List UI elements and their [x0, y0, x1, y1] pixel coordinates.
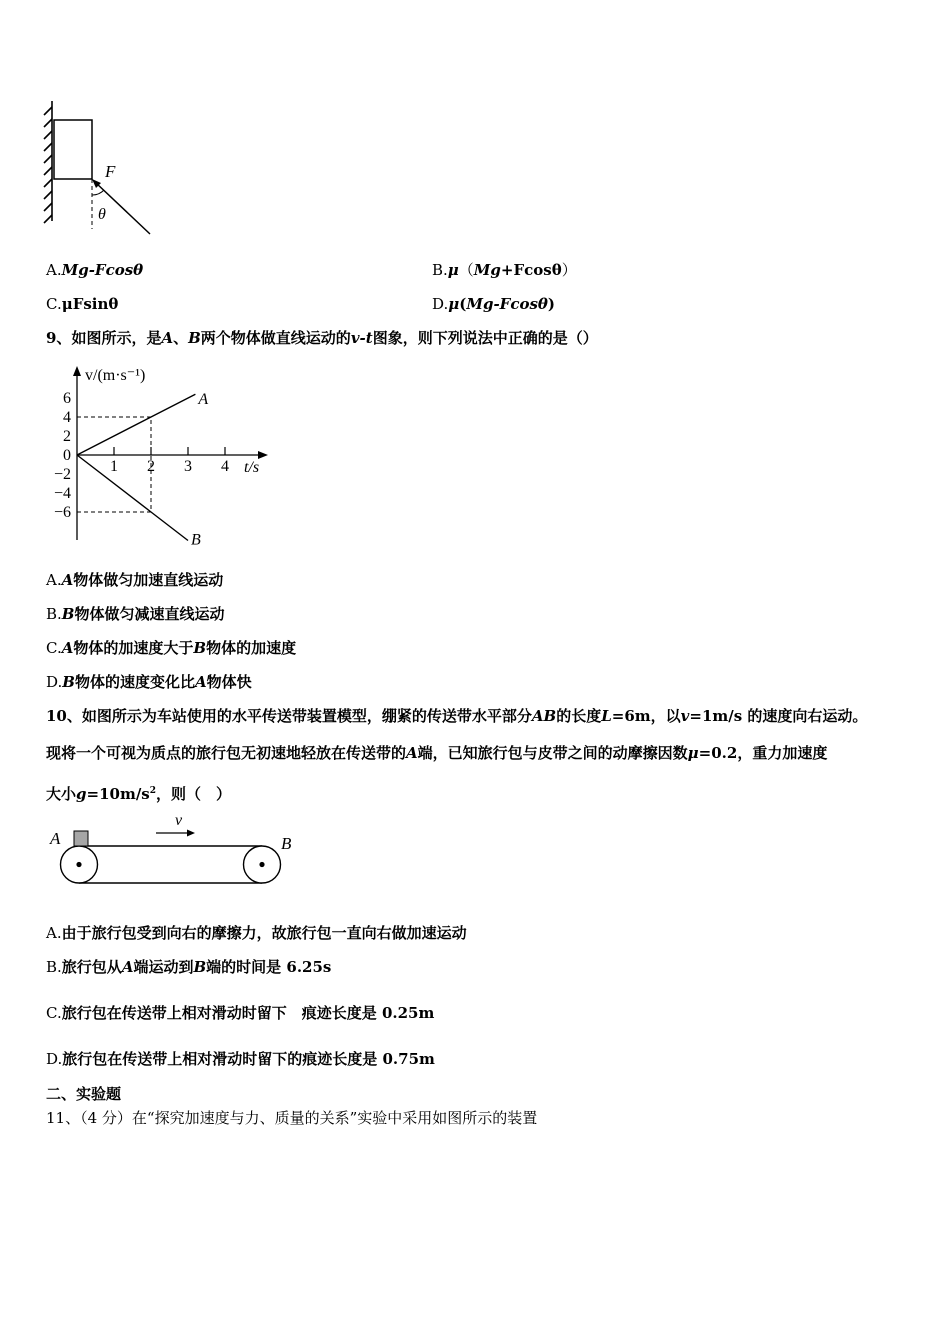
x-tick-label: 3: [184, 458, 192, 475]
angle-label: θ: [98, 206, 106, 223]
stem-text: =6m，以: [611, 707, 681, 725]
stem-text: 端，已知旅行包与皮带之间的动摩擦因数: [417, 744, 688, 762]
x-tick-label: 1: [110, 458, 118, 475]
question-number: 11、: [46, 1109, 81, 1127]
stem-sep: 、: [173, 329, 189, 347]
stem-text: 两个物体做直线运动的: [200, 329, 351, 347]
series-B-label: B: [191, 531, 201, 549]
option-text-2: 物体快: [206, 673, 252, 691]
option-label: B.: [432, 261, 448, 279]
y-axis-arrowhead: [73, 366, 81, 376]
x-axis-label: t/s: [244, 459, 260, 476]
q8-option-d: [432, 294, 555, 314]
option-label: C.: [46, 1004, 62, 1022]
y-tick-label: 4: [63, 409, 71, 426]
q10-option-b: [46, 957, 331, 977]
velocity-arrowhead: [187, 830, 195, 837]
x-tick-label: 4: [221, 458, 229, 475]
option-text: Mg-Fcosθ: [61, 261, 144, 279]
axes: [77, 372, 262, 540]
left-axle: [76, 862, 81, 867]
option-text: Mg-Fcosθ: [466, 295, 548, 313]
q8-option-b: [432, 260, 577, 280]
option-subject-2: B: [193, 639, 207, 657]
y-axis-label: v/(m·s⁻¹): [85, 367, 146, 384]
option-subject: A: [61, 571, 74, 589]
stem-text: 图象，则下列说法中正确的是（）: [372, 329, 598, 347]
option-text: 端的时间是 6.25s: [206, 958, 332, 976]
option-label: B.: [46, 958, 62, 976]
stem-text: 大小: [46, 785, 77, 803]
option-text: 由于旅行包受到向右的摩擦力，故旅行包一直向右做加速运动: [61, 924, 467, 942]
q8-option-a: [46, 260, 143, 280]
q9-option-d: [46, 672, 252, 692]
stem-text: ，则（ ）: [156, 785, 232, 803]
q10-option-a: [46, 923, 467, 943]
superscript: 2: [149, 786, 157, 796]
option-label: A.: [46, 924, 62, 942]
stem-a: A: [406, 744, 418, 762]
wall-hatch: [44, 101, 52, 223]
stem-text: =1m/s 的速度向右运动。: [689, 707, 868, 725]
stem-b: B: [188, 329, 201, 347]
q11-stem: [46, 1108, 537, 1128]
stem-text: 如图所示为车站使用的水平传送带装置模型，绷紧的传送带水平部分: [81, 707, 532, 725]
stem-g: g: [76, 785, 87, 803]
paren-close: ）: [561, 261, 577, 279]
q9-option-c: [46, 638, 296, 658]
q10-stem-line2: [46, 743, 827, 763]
option-text: 物体的速度变化比: [74, 673, 195, 691]
y-tick-label: −6: [53, 504, 71, 521]
option-mg: Mg: [473, 261, 501, 279]
y-tick-label: −4: [53, 485, 71, 502]
right-axle: [259, 862, 264, 867]
stem-a: A: [161, 329, 174, 347]
mu-symbol: μ: [447, 261, 459, 279]
option-subject-2: A: [194, 673, 207, 691]
stem-ab: AB: [531, 707, 557, 725]
block: [54, 120, 92, 179]
option-label: C.: [46, 295, 62, 313]
option-text-2: 物体的加速度: [206, 639, 297, 657]
x-axis-arrowhead: [258, 451, 268, 459]
points: （4 分）: [80, 1109, 132, 1127]
q9-option-b: [46, 604, 225, 624]
series-A-line: [77, 394, 195, 455]
stem-text: 现将一个可视为质点的旅行包无初速地轻放在传送带的: [46, 744, 407, 762]
paren-close: ): [547, 295, 556, 313]
y-tick-label: −2: [53, 466, 71, 483]
q10-stem-line3: [46, 781, 231, 804]
option-label: D.: [46, 673, 63, 691]
option-text: 旅行包在传送带上相对滑动时留下的痕迹长度是 0.75m: [62, 1050, 435, 1068]
option-text: 物体的加速度大于: [73, 639, 194, 657]
q8-option-c: [46, 294, 118, 314]
paren-open: (: [459, 295, 467, 313]
option-text: 旅行包在传送带上相对滑动时留下 痕迹长度是 0.25m: [61, 1004, 435, 1022]
question-number: 9、: [46, 329, 72, 347]
option-label: B.: [46, 605, 62, 623]
stem-vt: v-t: [350, 329, 373, 347]
x-tick-label: 2: [147, 458, 155, 475]
option-text: 旅行包从: [61, 958, 122, 976]
option-a-point: A: [121, 958, 134, 976]
travel-bag: [74, 831, 88, 846]
option-text: 物体做匀减速直线运动: [74, 605, 225, 623]
q8-force-figure: [40, 95, 160, 240]
option-text: 端运动到: [133, 958, 194, 976]
stem-text: 如图所示，是: [71, 329, 162, 347]
option-subject: B: [61, 605, 75, 623]
option-label: D.: [46, 1050, 63, 1068]
q10-stem-line1: [46, 706, 867, 726]
stem-l: L: [601, 707, 612, 725]
option-subject: B: [62, 673, 75, 691]
option-label: A.: [46, 571, 62, 589]
q9-stem: [46, 328, 598, 348]
stem-mu: μ: [687, 744, 699, 762]
y-tick-label: 6: [63, 390, 71, 407]
q10-option-c: [46, 1003, 434, 1023]
option-subject: A: [61, 639, 74, 657]
y-tick-label: 2: [63, 428, 71, 445]
question-number: 10、: [46, 707, 82, 725]
stem-text: =0.2，重力加速度: [698, 744, 828, 762]
stem-text: 的长度: [556, 707, 602, 725]
force-label: F: [105, 162, 116, 181]
q9-vt-chart: [40, 360, 275, 550]
option-b-point: B: [193, 958, 207, 976]
option-label: C.: [46, 639, 62, 657]
option-text: 物体做匀加速直线运动: [73, 571, 224, 589]
angle-arc: [92, 190, 104, 195]
section-title: 二、实验题: [46, 1085, 122, 1103]
option-text: +Fcosθ: [500, 261, 562, 279]
option-label: A.: [46, 261, 62, 279]
series-A-label: A: [198, 391, 209, 409]
option-label: D.: [432, 295, 449, 313]
label-a: A: [50, 829, 61, 848]
stem-text: 在“探究加速度与力、质量的关系”实验中采用如图所示的装置: [131, 1109, 538, 1127]
label-v: v: [175, 812, 183, 829]
stem-text: =10m/s: [86, 785, 150, 803]
q10-option-d: [46, 1049, 435, 1069]
paren-open: （: [458, 261, 474, 279]
label-b: B: [281, 834, 292, 853]
series-B-line: [77, 455, 188, 541]
option-text: μFsinθ: [61, 295, 119, 313]
q10-conveyor-figure: [44, 810, 299, 890]
y-tick-label: 0: [63, 447, 71, 464]
q9-option-a: [46, 570, 223, 590]
stem-v: v: [680, 707, 690, 725]
mu-symbol: μ: [448, 295, 460, 313]
